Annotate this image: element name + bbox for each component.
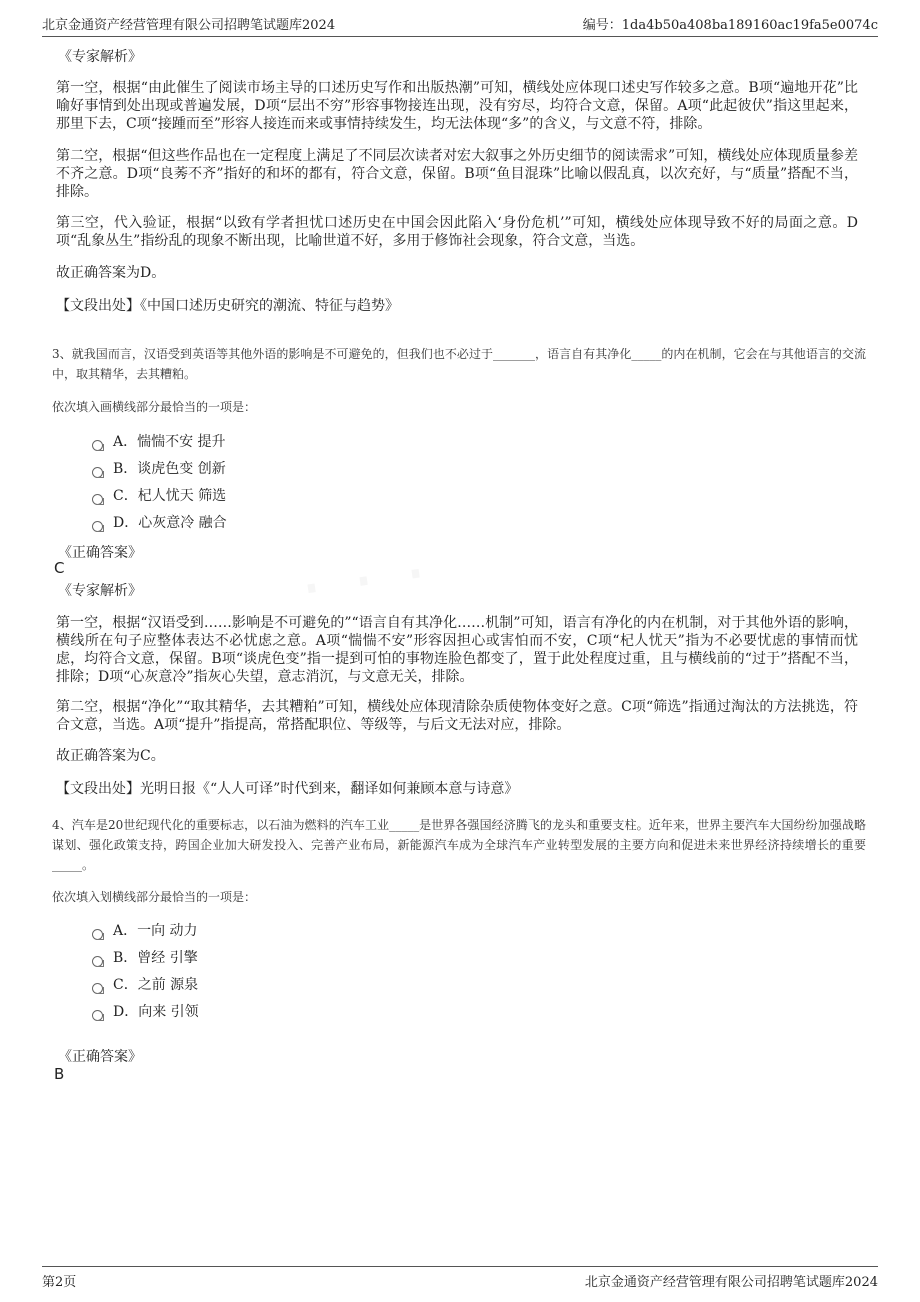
q3-analysis-paragraph-2: 第二空，根据“净化”“取其精华，去其糟粕”可知，横线处应体现清除杂质使物体变好之意。C项“筛选”指通过淘汰的方法挑选，符合文意，当选。A项“提升”指提高，常搭配职位、等级等，与后文无法对应，排除。 [56,699,858,733]
page-header [42,10,878,37]
q4-question-text: 4、汽车是20世纪现代化的重要标志，以石油为燃料的汽车工业_____是世界各强国经济腾飞的龙头和重要支柱。近年来，世界主要汽车大国纷纷加强战略谋划、强化政策支持，跨国企业加大研发投入、完善产业布局，新能源汽车成为全球汽车产业转型发展的主要方向和促进未来世界经济持续增长的重要_____。 [52,818,866,872]
q3-conclusion: 故正确答案为C。 [56,748,165,764]
radio-icon[interactable] [92,440,103,451]
radio-icon[interactable] [92,1010,103,1021]
radio-icon[interactable] [92,983,103,994]
q2-conclusion: 故正确答案为D。 [56,265,166,281]
option-label: A．惴惴不安 提升 [113,434,226,450]
q2-source: 【文段出处】《中国口述历史研究的潮流、特征与趋势》 [56,298,399,314]
q3-instruction: 依次填入画横线部分最恰当的一项是： [52,400,257,414]
q2-analysis-paragraph-1: 第一空，根据“由此催生了阅读市场主导的口述历史写作和出版热潮”可知，横线处应体现口述史写作较多之意。B项“遍地开花”比喻好事情到处出现或普遍发展，D项“层出不穷”形容事物接连出现，没有穷尽，均符合文意，保留。A项“此起彼伏”指这里起来，那里下去，C项“接踵而至”形容人接连而来或事情持续发生，均无法体现“多”的含义，与文意不符，排除。 [56,80,858,132]
q4-option-d[interactable] [92,1001,199,1021]
option-label: D．心灰意冷 融合 [113,515,227,531]
q4-instruction: 依次填入划横线部分最恰当的一项是： [52,890,257,904]
q2-analysis-paragraph-2: 第二空，根据“但这些作品也在一定程度上满足了不同层次读者对宏大叙事之外历史细节的阅读需求”可知，横线处应体现质量参差不齐之意。D项“良莠不齐”指好的和坏的都有，符合文意，保留。B项“鱼目混珠”比喻以假乱真，以次充好，与“质量”搭配不当，排除。 [56,148,858,200]
q3-option-c[interactable] [92,485,226,505]
page-number: 第2页 [42,1275,77,1290]
radio-icon[interactable] [92,467,103,478]
radio-icon[interactable] [92,494,103,505]
option-label: B．曾经 引擎 [113,950,198,966]
option-label: B．谈虎色变 创新 [113,461,226,477]
q3-option-b[interactable] [92,458,226,478]
footer-title: 北京金通资产经营管理有限公司招聘笔试题库2024 [584,1275,878,1290]
radio-icon[interactable] [92,956,103,967]
q4-option-a[interactable] [92,920,198,940]
q2-analysis-label: 《专家解析》 [58,49,142,65]
header-title: 北京金通资产经营管理有限公司招聘笔试题库2024 [42,18,336,33]
q4-answer: B [54,1065,65,1083]
option-label: C．之前 源泉 [113,977,199,993]
q4-option-c[interactable] [92,974,198,994]
q3-answer: C [54,559,65,577]
option-label: A．一向 动力 [113,923,198,939]
option-label: D．向来 引领 [113,1004,199,1020]
q3-answer-label: 《正确答案》 [58,545,142,561]
q3-analysis-label: 《专家解析》 [58,583,142,599]
header-serial-number: 编号：1da4b50a408ba189160ac19fa5e0074c [582,18,878,33]
radio-icon[interactable] [92,521,103,532]
radio-icon[interactable] [92,929,103,940]
q3-question-text: 3、就我国而言，汉语受到英语等其他外语的影响是不可避免的，但我们也不必过于_______，语言自有其净化_____的内在机制，它会在与其他语言的交流中，取其精华，去其糟粕。 [52,347,866,381]
q3-option-d[interactable] [92,512,227,532]
q4-answer-label: 《正确答案》 [58,1049,142,1065]
q4-option-b[interactable] [92,947,198,967]
q2-analysis-paragraph-3: 第三空，代入验证，根据“以致有学者担忧口述历史在中国会因此陷入‘身份危机’”可知，横线处应体现导致不好的局面之意。D项“乱象丛生”指纷乱的现象不断出现，比喻世道不好，多用于修饰社会现象，符合文意，当选。 [56,215,858,249]
page-footer [42,1266,878,1291]
option-label: C．杞人忧天 筛选 [113,488,227,504]
q3-analysis-paragraph-1: 第一空，根据“汉语受到……影响是不可避免的”“语言自有其净化……机制”可知，语言有净化的内在机制，对于其他外语的影响，横线所在句子应整体表达不必忧虑之意。A项“惴惴不安”形容因担心或害怕而不安，C项“杞人忧天”指为不必要忧虑的事情而忧虑，均符合文意，保留。B项“谈虎色变”指一提到可怕的事物连脸色都变了，置于此处程度过重，且与横线前的“过于”搭配不当，排除；D项“心灰意冷”指灰心失望，意志消沉，与文意无关，排除。 [56,615,858,685]
q3-source: 【文段出处】光明日报《“人人可译”时代到来，翻译如何兼顾本意与诗意》 [56,781,519,797]
q3-option-a[interactable] [92,431,226,451]
